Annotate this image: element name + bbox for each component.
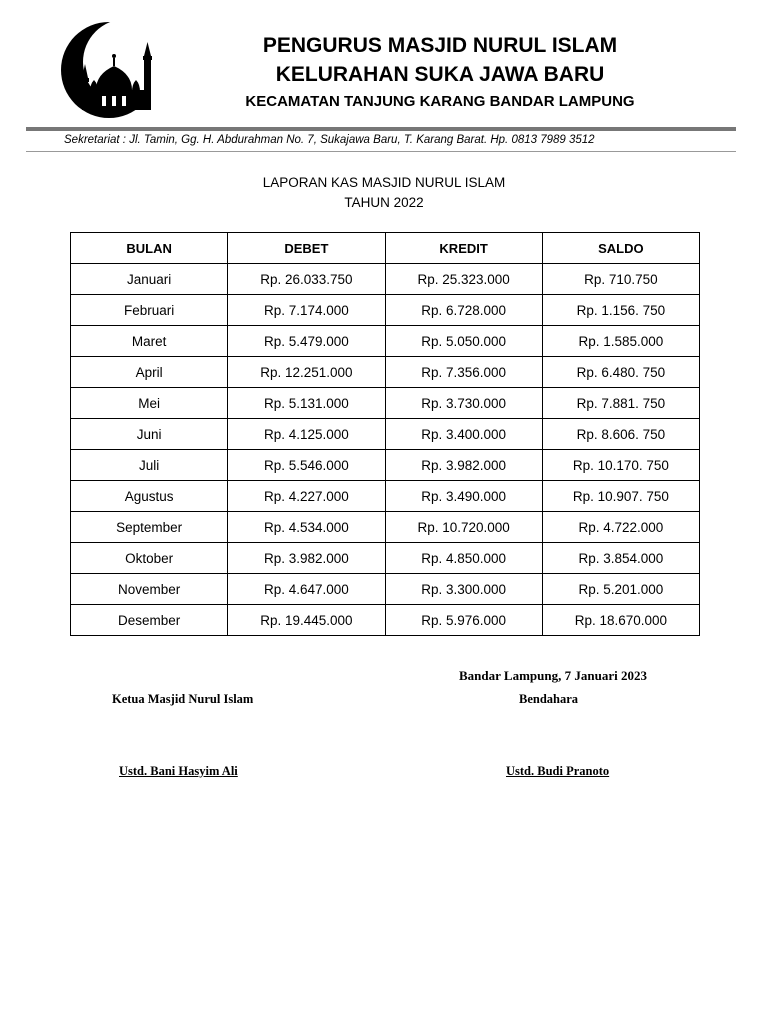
chairman-name: Ustd. Bani Hasyim Ali <box>119 764 238 778</box>
cash-report-table <box>70 232 700 636</box>
org-name-line3: KECAMATAN TANJUNG KARANG BANDAR LAMPUNG <box>245 93 635 110</box>
cell-debet: Rp. 5.131.000 <box>228 388 385 419</box>
table-row <box>71 574 700 605</box>
cell-debet: Rp. 5.546.000 <box>228 450 385 481</box>
cell-saldo: Rp. 1.585.000 <box>542 326 699 357</box>
place-date: Bandar Lampung, 7 Januari 2023 <box>459 668 647 683</box>
column-header-saldo: SALDO <box>542 233 699 264</box>
header-divider-thin <box>26 151 736 152</box>
table-row <box>71 605 700 636</box>
column-header-bulan: BULAN <box>71 233 228 264</box>
cell-bulan: Oktober <box>71 543 228 574</box>
cell-debet: Rp. 3.982.000 <box>228 543 385 574</box>
cell-saldo: Rp. 710.750 <box>542 264 699 295</box>
table-row <box>71 326 700 357</box>
table-row <box>71 512 700 543</box>
cell-debet: Rp. 4.534.000 <box>228 512 385 543</box>
table-row <box>71 419 700 450</box>
cell-kredit: Rp. 3.400.000 <box>385 419 542 450</box>
cell-bulan: Desember <box>71 605 228 636</box>
treasurer-role: Bendahara <box>519 692 579 706</box>
cell-kredit: Rp. 7.356.000 <box>385 357 542 388</box>
table-row <box>71 543 700 574</box>
cell-saldo: Rp. 6.480. 750 <box>542 357 699 388</box>
cell-saldo: Rp. 18.670.000 <box>542 605 699 636</box>
table-row <box>71 357 700 388</box>
table-row <box>71 450 700 481</box>
cell-debet: Rp. 7.174.000 <box>228 295 385 326</box>
cell-kredit: Rp. 5.050.000 <box>385 326 542 357</box>
cell-kredit: Rp. 3.730.000 <box>385 388 542 419</box>
cell-bulan: Maret <box>71 326 228 357</box>
mosque-crescent-icon <box>58 20 164 120</box>
org-name-line2: KELURAHAN SUKA JAWA BARU <box>275 63 605 86</box>
cell-kredit: Rp. 6.728.000 <box>385 295 542 326</box>
report-title: LAPORAN KAS MASJID NURUL ISLAM <box>262 175 506 190</box>
column-header-debet: DEBET <box>228 233 385 264</box>
cell-bulan: Agustus <box>71 481 228 512</box>
table-row <box>71 295 700 326</box>
table-row <box>71 388 700 419</box>
cell-saldo: Rp. 5.201.000 <box>542 574 699 605</box>
cell-saldo: Rp. 3.854.000 <box>542 543 699 574</box>
cell-bulan: September <box>71 512 228 543</box>
cell-kredit: Rp. 4.850.000 <box>385 543 542 574</box>
cell-bulan: Juni <box>71 419 228 450</box>
org-name-line1: PENGURUS MASJID NURUL ISLAM <box>262 34 618 57</box>
column-header-kredit: KREDIT <box>385 233 542 264</box>
table-header-row <box>71 233 700 264</box>
cell-kredit: Rp. 3.300.000 <box>385 574 542 605</box>
cell-saldo: Rp. 4.722.000 <box>542 512 699 543</box>
header-divider-thick <box>26 127 736 131</box>
report-year: TAHUN 2022 <box>344 195 424 210</box>
treasurer-name: Ustd. Budi Pranoto <box>506 764 610 778</box>
cell-kredit: Rp. 3.490.000 <box>385 481 542 512</box>
cell-kredit: Rp. 5.976.000 <box>385 605 542 636</box>
cell-bulan: April <box>71 357 228 388</box>
cell-saldo: Rp. 10.907. 750 <box>542 481 699 512</box>
cell-bulan: November <box>71 574 228 605</box>
cell-debet: Rp. 5.479.000 <box>228 326 385 357</box>
cell-saldo: Rp. 1.156. 750 <box>542 295 699 326</box>
cell-bulan: Januari <box>71 264 228 295</box>
cell-debet: Rp. 4.647.000 <box>228 574 385 605</box>
cell-debet: Rp. 19.445.000 <box>228 605 385 636</box>
cell-kredit: Rp. 3.982.000 <box>385 450 542 481</box>
cell-saldo: Rp. 8.606. 750 <box>542 419 699 450</box>
chairman-role: Ketua Masjid Nurul Islam <box>112 692 254 706</box>
cell-debet: Rp. 12.251.000 <box>228 357 385 388</box>
table-row <box>71 481 700 512</box>
cell-kredit: Rp. 10.720.000 <box>385 512 542 543</box>
cell-bulan: Mei <box>71 388 228 419</box>
secretariat-address: Sekretariat : Jl. Tamin, Gg. H. Abdurahman No. 7, Sukajawa Baru, T. Karang Barat. Hp. 0813 7989 3512 <box>64 134 595 146</box>
cell-debet: Rp. 4.227.000 <box>228 481 385 512</box>
cell-saldo: Rp. 10.170. 750 <box>542 450 699 481</box>
table-row <box>71 264 700 295</box>
cell-bulan: Juli <box>71 450 228 481</box>
cell-saldo: Rp. 7.881. 750 <box>542 388 699 419</box>
cell-debet: Rp. 26.033.750 <box>228 264 385 295</box>
cell-bulan: Februari <box>71 295 228 326</box>
cell-kredit: Rp. 25.323.000 <box>385 264 542 295</box>
cell-debet: Rp. 4.125.000 <box>228 419 385 450</box>
